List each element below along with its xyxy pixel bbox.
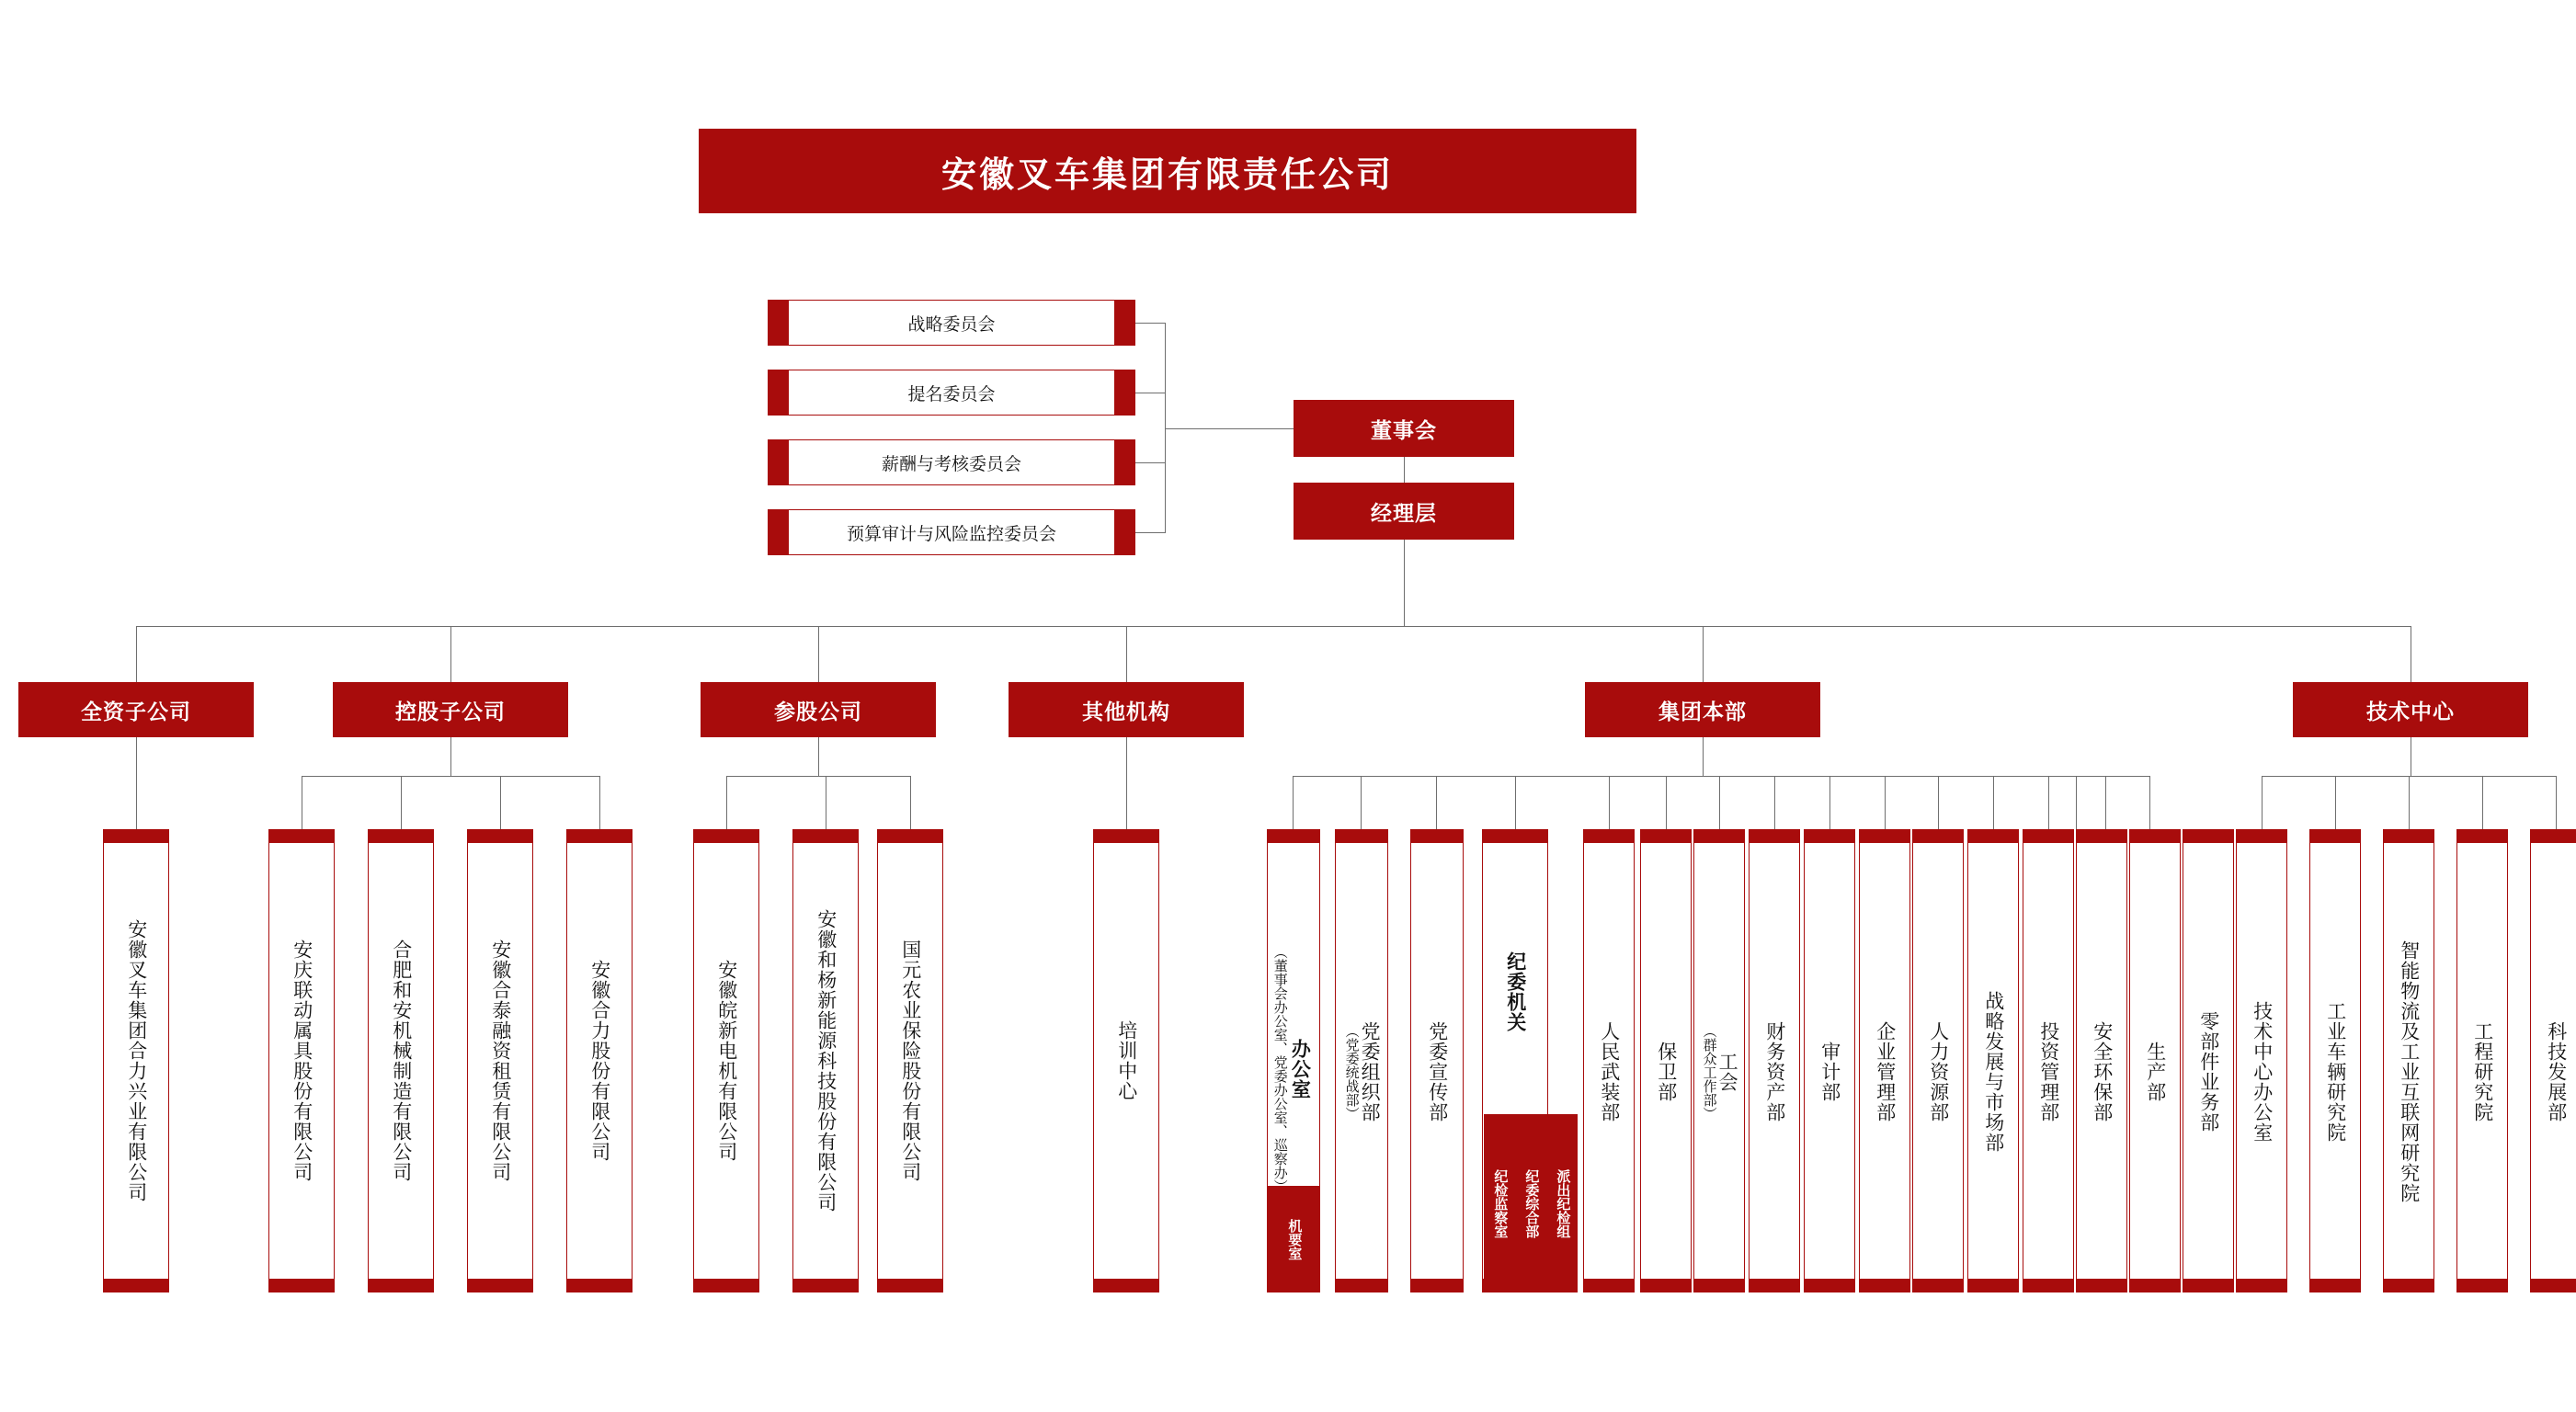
unit-label: 培训中心 xyxy=(1115,1020,1137,1101)
category-participating[interactable] xyxy=(701,682,936,737)
connector xyxy=(302,776,599,777)
connector xyxy=(1404,540,1405,626)
unit-hq-15-box[interactable] xyxy=(2183,829,2234,1292)
unit-label: 安徽合泰融资租赁有限公司 xyxy=(489,939,511,1182)
committee-remuneration[interactable] xyxy=(768,439,1135,485)
unit-cap-bottom xyxy=(2237,1279,2286,1292)
unit-holding-1[interactable] xyxy=(368,829,434,1292)
unit-cap-bottom xyxy=(369,1279,433,1292)
connector xyxy=(2556,776,2557,829)
unit-label: 安庆联动属具股份有限公司 xyxy=(291,939,313,1182)
connector xyxy=(136,626,2411,627)
committee-nomination[interactable] xyxy=(768,370,1135,416)
unit-label: 战略发展与市场部 xyxy=(1982,991,2004,1153)
unit-cap-top xyxy=(1968,830,2018,843)
connector xyxy=(1993,776,1994,829)
unit-tech-4[interactable] xyxy=(2530,829,2576,1292)
unit-other-0[interactable] xyxy=(1093,829,1159,1292)
unit-cap-bottom xyxy=(468,1279,532,1292)
unit-hq-9[interactable] xyxy=(1859,829,1910,1292)
unit-cap-bottom xyxy=(269,1279,334,1292)
unit-label: 审计部 xyxy=(1818,1042,1841,1102)
unit-sublabel: （董事会办公室、党委办公室、巡察办） xyxy=(1271,945,1288,1193)
committee-budget-audit-risk[interactable] xyxy=(768,509,1135,555)
unit-participating-2[interactable] xyxy=(877,829,943,1292)
connector xyxy=(1293,776,1294,829)
connector xyxy=(1774,776,1775,829)
committee-cap-left xyxy=(769,440,789,484)
unit-participating-0[interactable] xyxy=(693,829,759,1292)
unit-cap-top xyxy=(2457,830,2507,843)
unit-cap-bottom xyxy=(694,1279,758,1292)
unit-hq-5[interactable] xyxy=(1640,829,1692,1292)
unit-label: 合肥和安机械制造有限公司 xyxy=(390,939,412,1182)
unit-hq-12[interactable] xyxy=(2023,829,2074,1292)
committee-label: 提名委员会 xyxy=(907,384,996,404)
unit-tech-1[interactable] xyxy=(2309,829,2361,1292)
connector xyxy=(1404,457,1405,483)
connector xyxy=(1829,776,1830,829)
connector xyxy=(2335,776,2336,829)
connector xyxy=(2149,776,2150,829)
unit-cap-bottom xyxy=(2531,1279,2576,1292)
unit-cap-top xyxy=(793,830,858,843)
unit-label: 安徽和杨新能源科技股份有限公司 xyxy=(815,909,837,1213)
connector xyxy=(136,737,137,829)
unit-cap-top xyxy=(1094,830,1158,843)
unit-cap-top xyxy=(269,830,334,843)
board-of-directors-box[interactable] xyxy=(1294,400,1514,457)
unit-cap-bottom xyxy=(2183,1279,2233,1292)
unit-label: 保卫部 xyxy=(1655,1042,1677,1102)
page-title: 安徽叉车集团有限责任公司 xyxy=(940,155,1394,195)
unit-label: 安全环保部 xyxy=(2091,1021,2113,1122)
connector xyxy=(1885,776,1886,829)
unit-label: 企业管理部 xyxy=(1874,1021,1896,1122)
unit-cap-top xyxy=(878,830,942,843)
unit-cap-top xyxy=(1411,830,1463,843)
unit-label: 国元农业保险股份有限公司 xyxy=(899,939,921,1182)
unit-hq-3-child-1[interactable] xyxy=(1515,1114,1546,1292)
unit-cap-top xyxy=(369,830,433,843)
unit-sublabel: （党委统战部） xyxy=(1343,1023,1360,1121)
unit-label: 投资管理部 xyxy=(2037,1021,2059,1122)
connector xyxy=(1938,776,1939,829)
unit-child-label: 派出纪检组 xyxy=(1555,1168,1571,1238)
unit-cap-bottom xyxy=(2457,1279,2507,1292)
committee-cap-left xyxy=(769,370,789,415)
connector xyxy=(1361,776,1362,829)
unit-hq-2[interactable] xyxy=(1410,829,1464,1292)
category-label: 参股公司 xyxy=(774,699,862,723)
category-headquarters[interactable] xyxy=(1585,682,1820,737)
connector xyxy=(500,776,501,829)
unit-cap-bottom xyxy=(2130,1279,2180,1292)
connector xyxy=(2105,776,2106,829)
committee-cap-right xyxy=(1114,301,1134,345)
unit-cap-bottom xyxy=(567,1279,632,1292)
unit-label: 科技发展部 xyxy=(2545,1021,2567,1122)
unit-cap-bottom xyxy=(2384,1279,2434,1292)
category-label: 其他机构 xyxy=(1082,699,1170,723)
unit-label: 工程研究院 xyxy=(2471,1021,2493,1122)
unit-hq-4[interactable] xyxy=(1583,829,1635,1292)
connector xyxy=(2076,776,2077,829)
unit-cap-top xyxy=(567,830,632,843)
unit-cap-top xyxy=(1641,830,1691,843)
committee-cap-left xyxy=(769,510,789,554)
unit-child-label: 纪检监察室 xyxy=(1492,1168,1509,1238)
unit-cap-bottom xyxy=(2023,1279,2073,1292)
unit-tech-0[interactable] xyxy=(2236,829,2287,1292)
unit-hq-7[interactable] xyxy=(1749,829,1800,1292)
unit-label: 党委组织部 xyxy=(1359,1021,1381,1122)
unit-label: 人民武装部 xyxy=(1598,1021,1620,1122)
management-label: 经理层 xyxy=(1371,500,1437,525)
connector xyxy=(1719,776,1720,829)
unit-cap-bottom xyxy=(1860,1279,1909,1292)
connector xyxy=(726,776,727,829)
connector xyxy=(1666,776,1667,829)
unit-sublabel: （群众工作部） xyxy=(1701,1023,1717,1121)
unit-cap-bottom xyxy=(1805,1279,1854,1292)
unit-holding-3[interactable] xyxy=(566,829,633,1292)
connector xyxy=(1515,776,1516,829)
unit-cap-top xyxy=(104,830,168,843)
unit-holding-0[interactable] xyxy=(268,829,335,1292)
category-holding[interactable] xyxy=(333,682,568,737)
unit-wholly-owned-0[interactable] xyxy=(103,829,169,1292)
connector xyxy=(450,626,451,682)
committee-cap-left xyxy=(769,301,789,345)
connector xyxy=(818,737,819,776)
unit-tech-3[interactable] xyxy=(2456,829,2508,1292)
unit-cap-bottom xyxy=(1336,1279,1387,1292)
committee-label: 薪酬与考核委员会 xyxy=(881,454,1021,474)
unit-hq-10[interactable] xyxy=(1912,829,1964,1292)
connector xyxy=(1609,776,1610,829)
category-label: 控股子公司 xyxy=(395,699,506,723)
connector xyxy=(726,776,910,777)
unit-cap-top xyxy=(1913,830,1963,843)
connector xyxy=(2482,776,2483,829)
unit-cap-bottom xyxy=(1584,1279,1634,1292)
unit-cap-top xyxy=(1805,830,1854,843)
unit-cap-top xyxy=(1483,830,1547,843)
connector xyxy=(1126,626,1127,682)
unit-cap-top xyxy=(2384,830,2434,843)
unit-label: 纪委机关 xyxy=(1504,951,1526,1032)
unit-cap-bottom xyxy=(1694,1279,1744,1292)
unit-hq-13[interactable] xyxy=(2076,829,2127,1292)
unit-cap-top xyxy=(2130,830,2180,843)
unit-hq-3-child-0[interactable] xyxy=(1484,1114,1515,1292)
unit-cap-bottom xyxy=(1094,1279,1158,1292)
unit-label: 工会 xyxy=(1716,1052,1738,1092)
connector xyxy=(599,776,600,829)
company-title-box xyxy=(699,129,1636,213)
unit-cap-bottom xyxy=(878,1279,942,1292)
unit-cap-bottom xyxy=(104,1279,168,1292)
unit-cap-bottom xyxy=(1750,1279,1799,1292)
unit-label: 办公室 xyxy=(1289,1039,1311,1099)
unit-cap-top xyxy=(1268,830,1319,843)
unit-label: 安徽叉车集团合力兴业有限公司 xyxy=(125,919,147,1202)
unit-cap-bottom xyxy=(793,1279,858,1292)
connector xyxy=(1135,532,1165,533)
unit-label: 安徽合力股份有限公司 xyxy=(588,960,610,1162)
committee-strategy[interactable] xyxy=(768,300,1135,346)
connector xyxy=(450,737,451,776)
unit-cap-top xyxy=(2237,830,2286,843)
unit-label: 财务资产部 xyxy=(1763,1021,1785,1122)
unit-cap-top xyxy=(2183,830,2233,843)
connector xyxy=(2262,776,2263,829)
unit-hq-11[interactable] xyxy=(1967,829,2019,1292)
connector xyxy=(1165,428,1294,429)
unit-cap-top xyxy=(468,830,532,843)
unit-cap-bottom xyxy=(2310,1279,2360,1292)
category-wholly-owned[interactable] xyxy=(18,682,254,737)
category-label: 技术中心 xyxy=(2366,699,2455,723)
unit-hq-14[interactable] xyxy=(2129,829,2181,1292)
unit-label: 智能物流及工业互联网研究院 xyxy=(2398,940,2420,1203)
category-label: 全资子公司 xyxy=(81,699,191,723)
unit-cap-top xyxy=(1694,830,1744,843)
connector xyxy=(1703,626,1704,682)
unit-child-label: 机要室 xyxy=(1286,1218,1303,1260)
unit-hq-0-child-0[interactable] xyxy=(1267,1186,1320,1292)
connector xyxy=(2409,776,2410,829)
unit-cap-top xyxy=(694,830,758,843)
category-tech-center[interactable] xyxy=(2293,682,2528,737)
unit-label: 党委宣传部 xyxy=(1426,1021,1448,1122)
unit-cap-bottom xyxy=(1968,1279,2018,1292)
connector xyxy=(818,626,819,682)
unit-hq-8[interactable] xyxy=(1804,829,1855,1292)
unit-hq-1[interactable] xyxy=(1335,829,1388,1292)
unit-holding-2[interactable] xyxy=(467,829,533,1292)
unit-cap-bottom xyxy=(1913,1279,1963,1292)
unit-label: 人力资源部 xyxy=(1927,1021,1949,1122)
committee-cap-right xyxy=(1114,440,1134,484)
unit-cap-top xyxy=(1584,830,1634,843)
unit-label: 工业车辆研究院 xyxy=(2324,1001,2346,1143)
unit-participating-1[interactable] xyxy=(792,829,859,1292)
unit-label: 零部件业务部 xyxy=(2197,1011,2219,1133)
category-other[interactable] xyxy=(1009,682,1244,737)
connector xyxy=(1293,776,2149,777)
unit-cap-bottom xyxy=(1411,1279,1463,1292)
unit-label: 技术中心办公室 xyxy=(2251,1001,2273,1143)
connector xyxy=(910,776,911,829)
connector xyxy=(1135,323,1165,324)
committee-cap-right xyxy=(1114,370,1134,415)
board-label: 董事会 xyxy=(1371,417,1437,442)
connector xyxy=(1135,462,1165,463)
unit-cap-bottom xyxy=(2077,1279,2126,1292)
unit-label: 安徽皖新电机有限公司 xyxy=(715,960,737,1162)
committee-label: 预算审计与风险监控委员会 xyxy=(846,524,1056,544)
unit-label: 生产部 xyxy=(2144,1042,2166,1102)
committee-label: 战略委员会 xyxy=(907,314,996,335)
management-layer-box[interactable] xyxy=(1294,483,1514,540)
connector xyxy=(136,626,137,682)
unit-cap-bottom xyxy=(1641,1279,1691,1292)
unit-cap-top xyxy=(1860,830,1909,843)
unit-cap-top xyxy=(2310,830,2360,843)
unit-cap-top xyxy=(1750,830,1799,843)
committee-cap-right xyxy=(1114,510,1134,554)
unit-cap-top xyxy=(2023,830,2073,843)
connector xyxy=(2048,776,2049,829)
connector xyxy=(401,776,402,829)
unit-cap-top xyxy=(1336,830,1387,843)
unit-hq-6[interactable] xyxy=(1693,829,1745,1292)
connector xyxy=(1703,737,1704,776)
category-label: 集团本部 xyxy=(1658,699,1747,723)
connector xyxy=(1436,776,1437,829)
unit-cap-top xyxy=(2531,830,2576,843)
connector xyxy=(1126,737,1127,829)
unit-tech-2[interactable] xyxy=(2383,829,2434,1292)
unit-cap-top xyxy=(2077,830,2126,843)
unit-child-label: 纪委综合部 xyxy=(1523,1168,1540,1238)
unit-hq-3-child-2[interactable] xyxy=(1546,1114,1578,1292)
